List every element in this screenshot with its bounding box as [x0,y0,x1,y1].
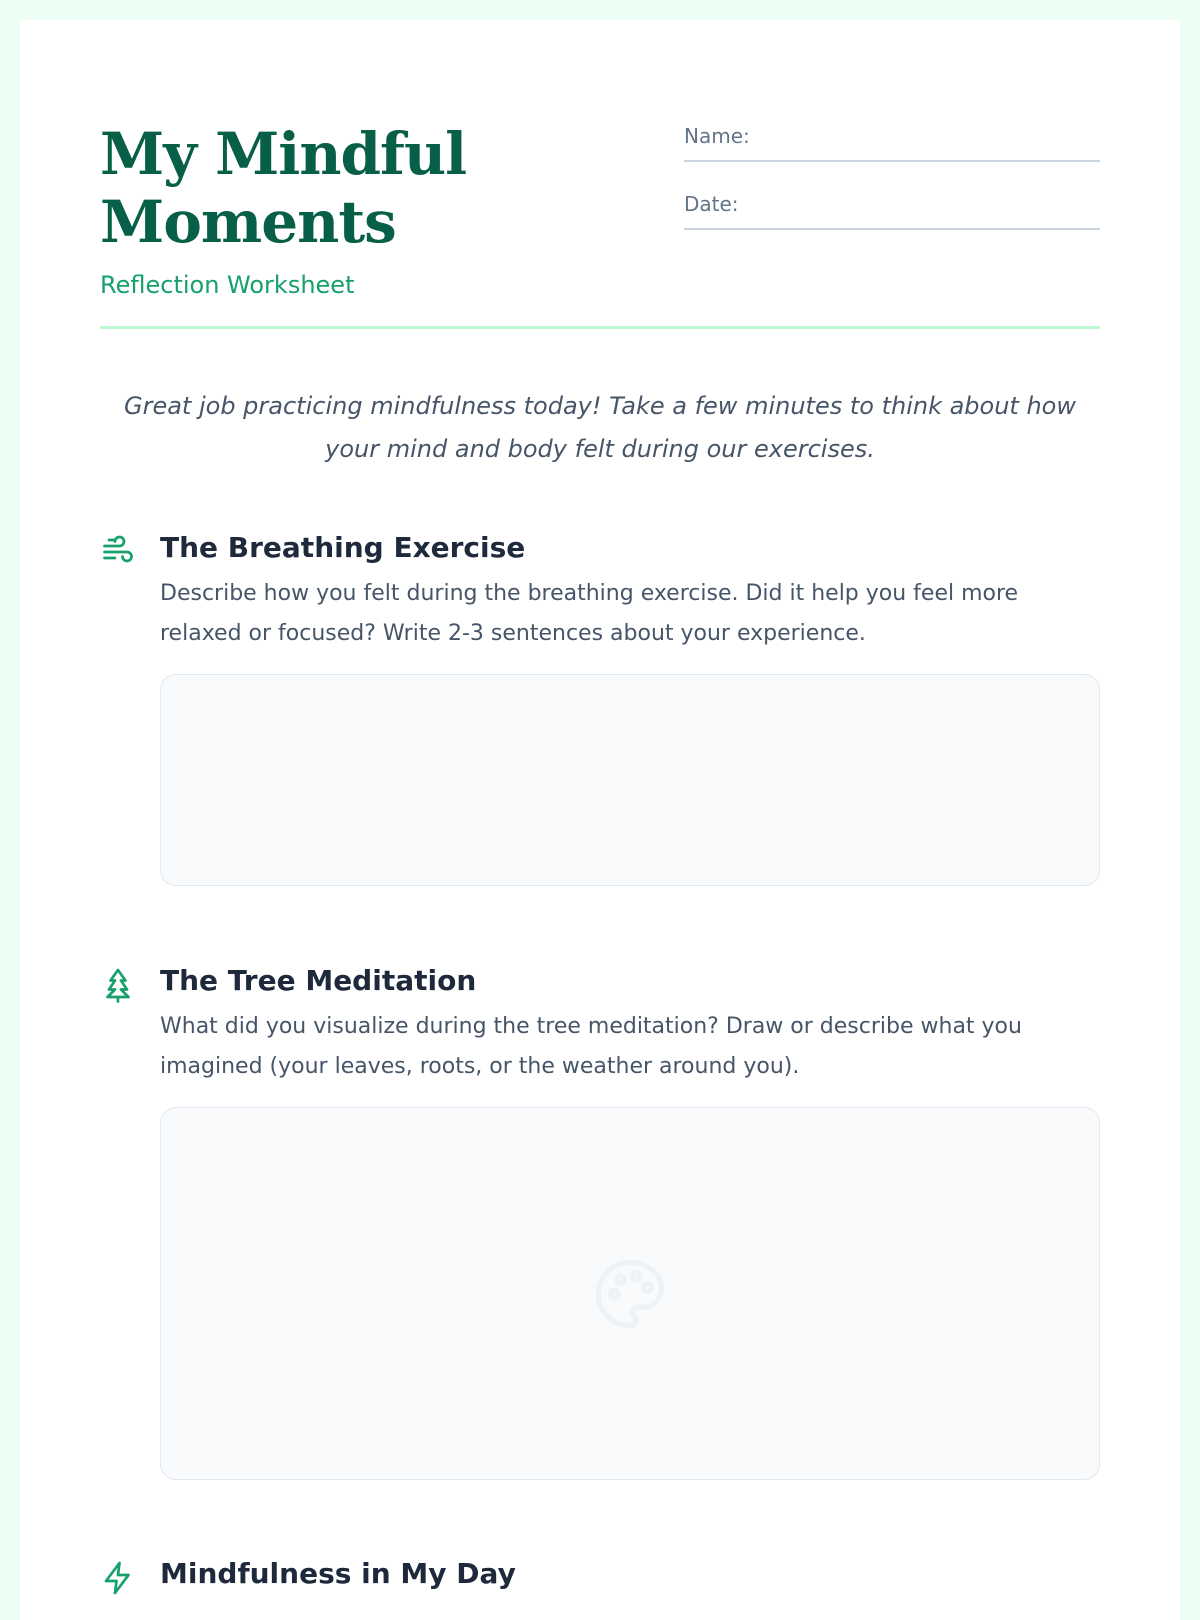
answer-box-tree[interactable] [160,1107,1100,1480]
worksheet-page [20,20,1180,1620]
name-field-label: Name: [684,124,750,148]
section-prompt: Describe how you felt during the breathing exercise. Did it help you feel more relaxed or focused? Write 2-3 sentences about your experience. [160,581,1019,646]
date-field-label: Date: [684,192,739,216]
answer-box-breathing[interactable] [160,674,1100,886]
worksheet-header [100,120,1100,360]
section-title: Mindfulness in My Day [160,1557,516,1590]
section-title: The Breathing Exercise [160,531,526,564]
header-divider [100,326,1100,329]
lightning-icon [100,1560,136,1596]
page-title: My Mindful Moments [100,120,467,256]
intro-text: Great job practicing mindfulness today! Take a few minutes to think about how your mind and body felt during our exercises. [123,392,1076,463]
name-field[interactable] [684,120,1100,162]
tree-icon [100,967,136,1003]
palette-icon [592,1256,668,1332]
section-prompt: What did you visualize during the tree meditation? Draw or describe what you imagined (your leaves, roots, or the weather around you). [160,1014,1022,1079]
page-subtitle: Reflection Worksheet [100,271,355,299]
wind-icon [100,534,136,570]
student-info-fields [684,120,1100,256]
date-field[interactable] [684,188,1100,230]
section-title: The Tree Meditation [160,964,477,997]
